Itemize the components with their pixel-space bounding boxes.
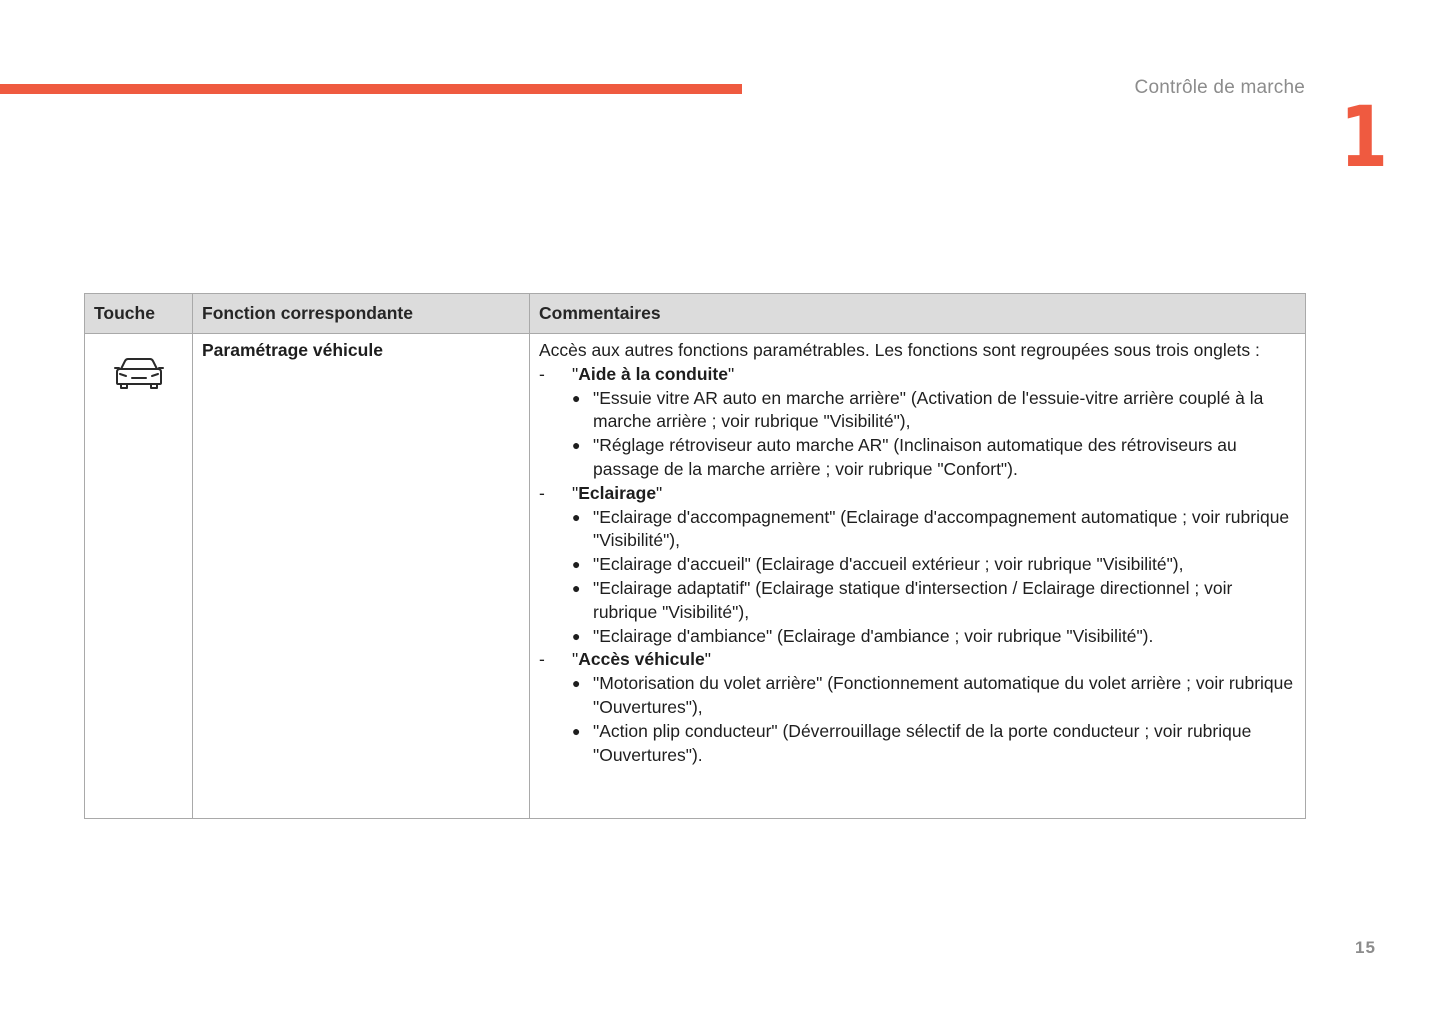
page-number: 15 (1355, 938, 1376, 957)
header-key: Touche (85, 294, 193, 334)
tab-aide-conduite: - "Aide à la conduite" (539, 363, 1296, 387)
tab-dash: - (539, 482, 545, 503)
section-title: Contrôle de marche (1134, 77, 1305, 98)
option-text: "Action plip conducteur" (Déverrouillage sélectif de la porte conducteur ; voir rubrique "Ouvertures"). (593, 720, 1252, 765)
tab-name: Eclairage (578, 482, 657, 503)
option-text: "Eclairage d'accueil" (Eclairage d'accueil extérieur ; voir rubrique "Visibilité"), (593, 554, 1184, 575)
tab-name: Aide à la conduite (578, 363, 728, 384)
bullet-icon: ● (572, 389, 581, 406)
list-item (539, 387, 1296, 435)
comments-cell (530, 334, 1306, 819)
list-item (539, 720, 1296, 768)
list-item (539, 434, 1296, 482)
list-item (539, 553, 1296, 577)
header-function: Fonction correspondante (193, 294, 530, 334)
tab-dash: - (539, 363, 545, 384)
list-item (539, 625, 1296, 649)
header-accent-bar (0, 84, 742, 94)
bullet-icon: ● (572, 556, 581, 573)
bullet-icon: ● (572, 627, 581, 644)
list-item (539, 577, 1296, 625)
comments-intro: Accès aux autres fonctions paramétrables. Les fonctions sont regroupées sous trois onglets : (539, 340, 1260, 360)
tab-name: Accès véhicule (578, 649, 705, 670)
bullet-icon: ● (572, 579, 581, 596)
tab-dash: - (539, 649, 545, 670)
option-text: "Essuie vitre AR auto en marche arrière" (Activation de l'essuie-vitre arrière couplé à la marche arrière ; voir rubrique "Visibilité"), (593, 387, 1264, 432)
table-header-row (85, 294, 1306, 334)
bullet-icon: ● (572, 437, 581, 454)
function-table (84, 293, 1306, 819)
header-comments: Commentaires (530, 294, 1306, 334)
tab-eclairage: - "Eclairage" (539, 482, 1296, 506)
list-item (539, 506, 1296, 554)
bullet-icon: ● (572, 508, 581, 525)
function-cell (193, 334, 530, 819)
option-text: "Eclairage d'accompagnement" (Eclairage d'accompagnement automatique ; voir rubrique "Visibilité"), (593, 506, 1290, 551)
car-icon (114, 356, 164, 390)
table-row (85, 334, 1306, 819)
option-text: "Eclairage adaptatif" (Eclairage statique d'intersection / Eclairage directionnel ; voir rubrique "Visibilité"), (593, 577, 1233, 622)
chapter-number: 1 (1340, 88, 1388, 186)
list-item (539, 672, 1296, 720)
bullet-icon: ● (572, 675, 581, 692)
option-text: "Motorisation du volet arrière" (Fonctionnement automatique du volet arrière ; voir rubrique "Ouvertures"), (593, 673, 1294, 717)
option-text: "Eclairage d'ambiance" (Eclairage d'ambiance ; voir rubrique "Visibilité"). (593, 625, 1154, 646)
function-label: Paramétrage véhicule (202, 340, 383, 360)
option-text: "Réglage rétroviseur auto marche AR" (Inclinaison automatique des rétroviseurs au passage de la marche arrière ; voir rubrique "Confort"). (593, 435, 1237, 479)
key-cell (85, 334, 193, 819)
bullet-icon: ● (572, 722, 581, 739)
tab-acces-vehicule: - "Accès véhicule" (539, 648, 1296, 672)
